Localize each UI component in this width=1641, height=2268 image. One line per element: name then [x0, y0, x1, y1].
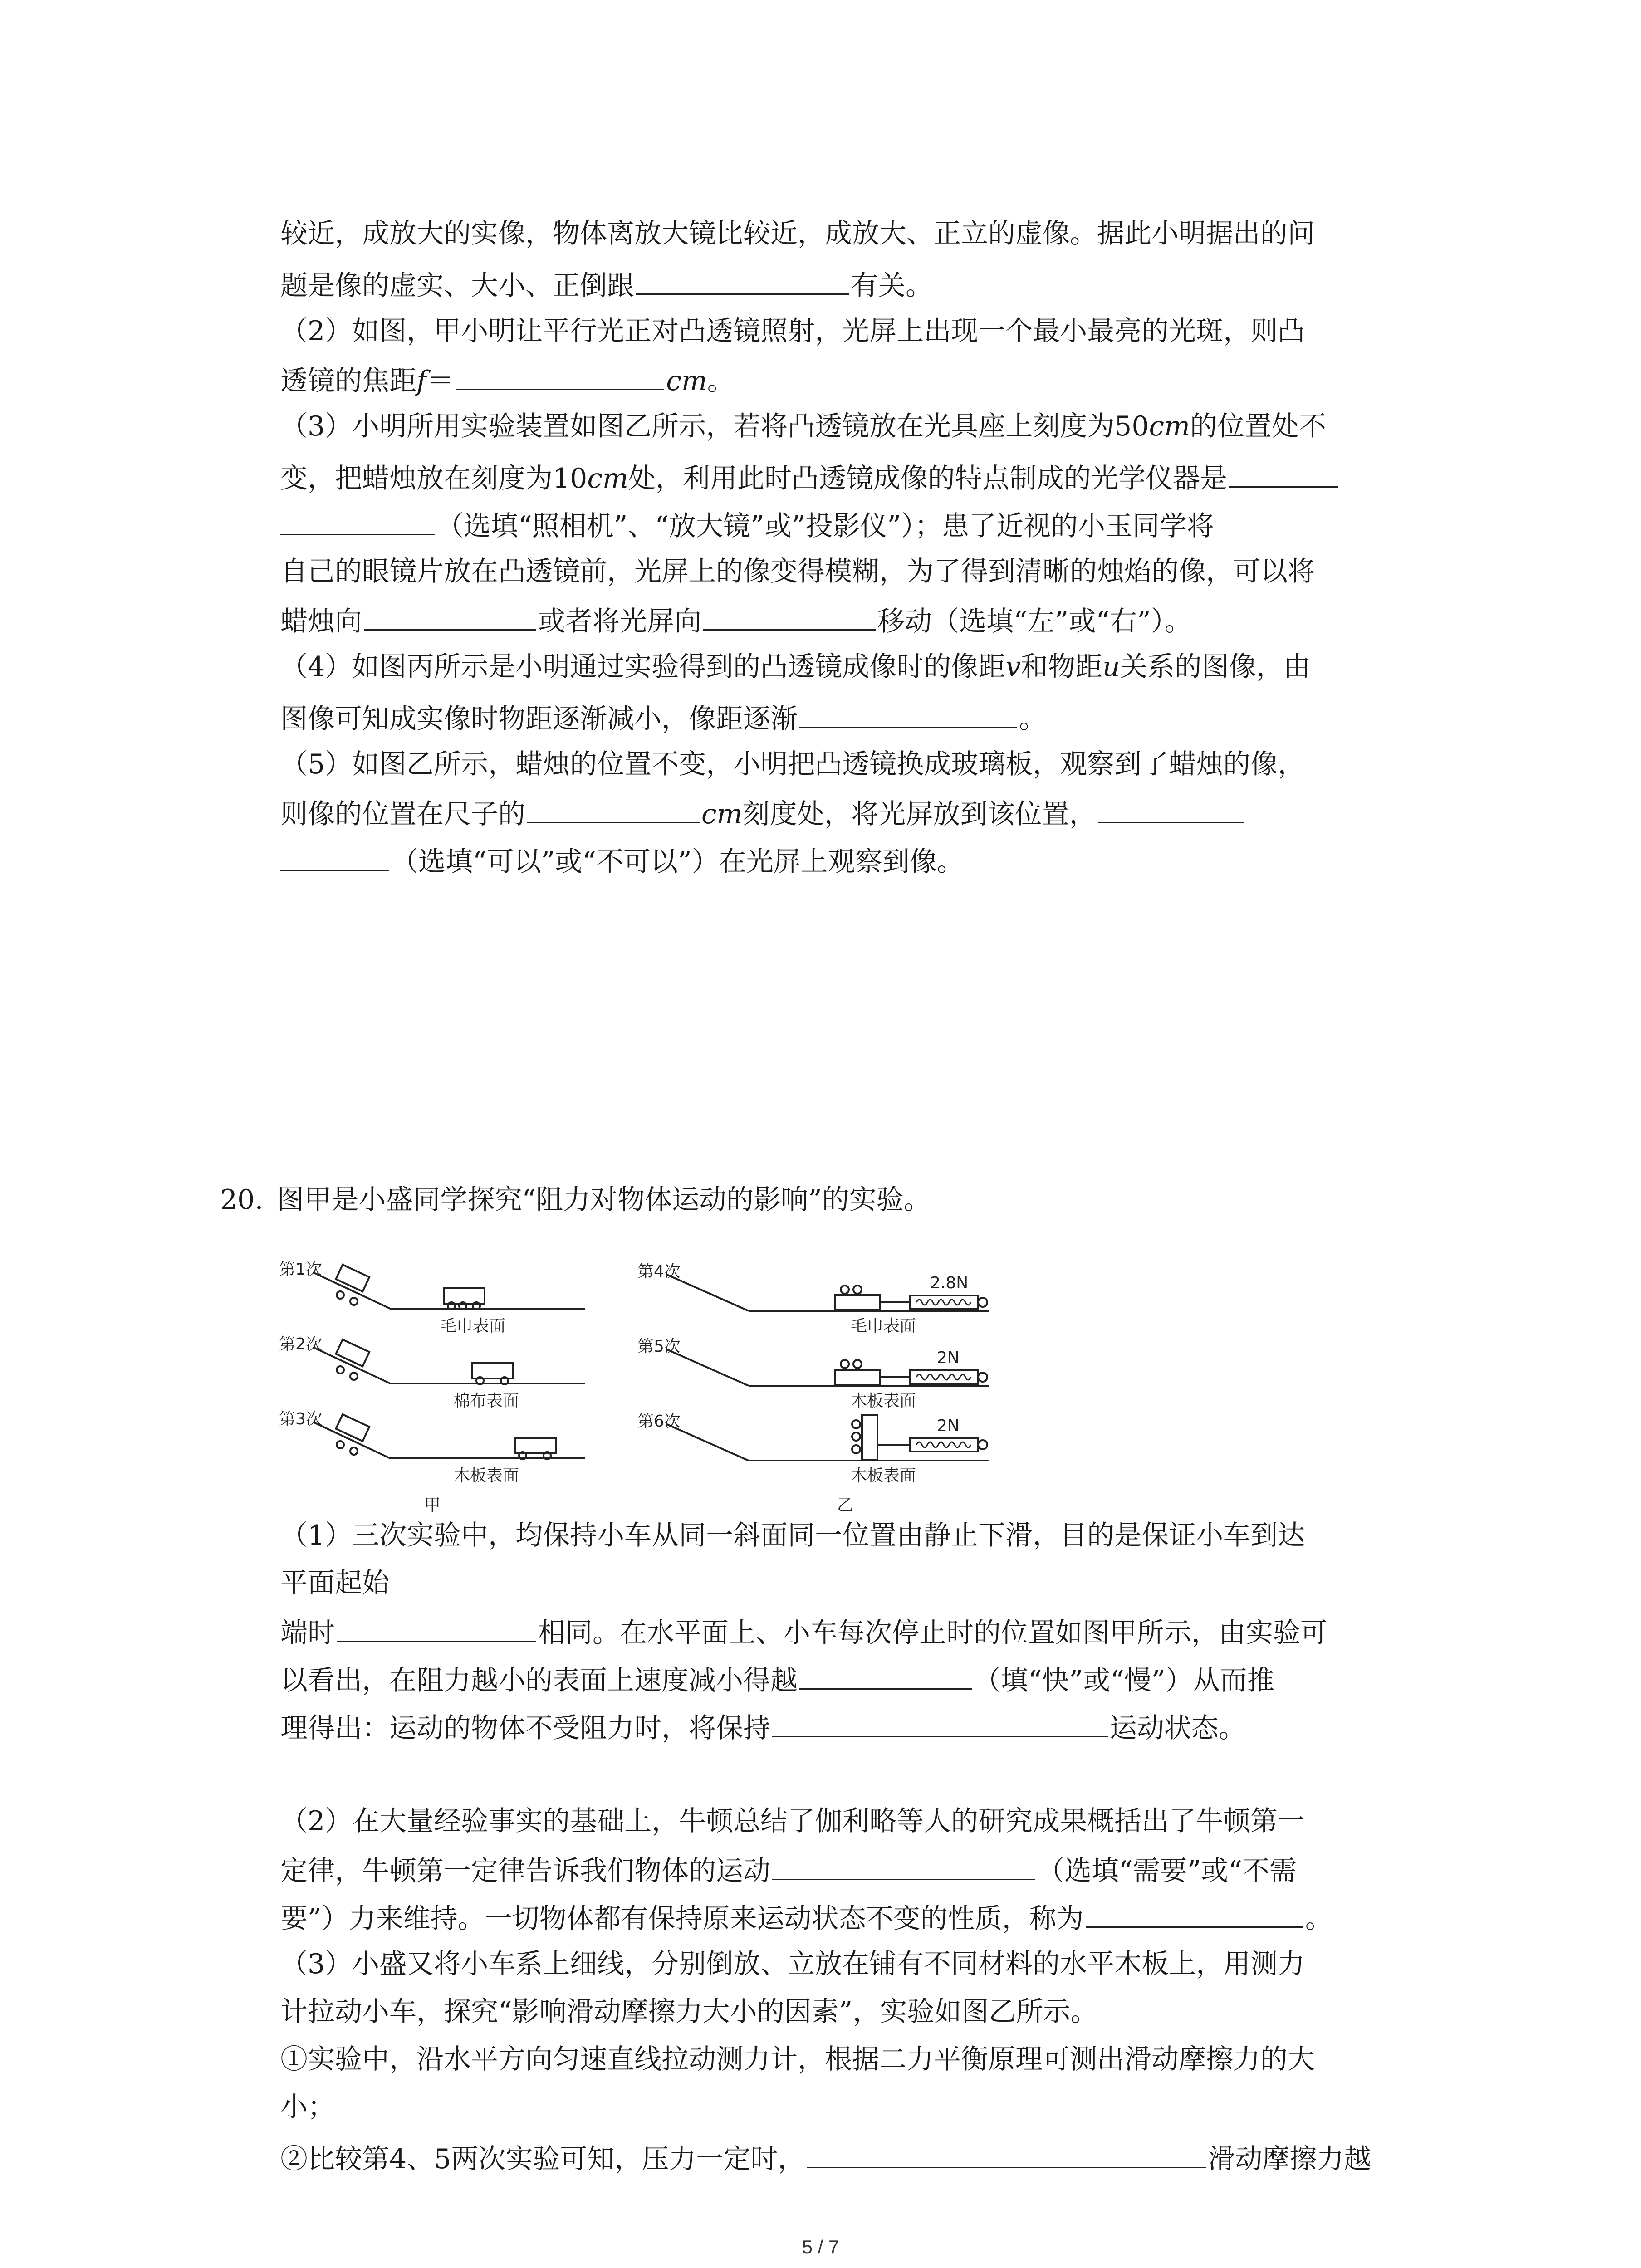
q20-line-1: （1）三次实验中，均保持小车从同一斜面同一位置由静止下滑，目的是保证小车到达 [280, 1520, 1305, 1551]
answer-blank[interactable] [337, 1613, 536, 1642]
trial-4-label: 第4次 [637, 1262, 681, 1281]
q20-line-13: ②比较第4、5两次实验可知，压力一定时， 滑动摩擦力越 [280, 2139, 1371, 2177]
q20-line-8: 要”）力来维持。一切物体都有保持原来运动状态不变的性质，称为 。 [280, 1898, 1332, 1937]
answer-blank[interactable] [799, 1660, 972, 1690]
q19-line-13: 则像的位置在尺子的 cm刻度处，将光屏放到该位置， [280, 794, 1245, 832]
q19-line-9: 蜡烛向 或者将光屏向 移动（选填“左”或“右”）。 [280, 601, 1192, 640]
answer-blank[interactable] [280, 506, 435, 535]
force-4-label: 2.8N [930, 1274, 969, 1292]
answer-blank[interactable] [1086, 1898, 1303, 1928]
surface-6-label: 木板表面 [851, 1466, 916, 1485]
q19-line-1: 较近，成放大的实像，物体离放大镜比较近，成放大、正立的虚像。据此小明据出的问 [280, 218, 1315, 249]
q19-line-10: （4）如图丙所示是小明通过实验得到的凸透镜成像时的像距v和物距u关系的图像，由 [280, 651, 1311, 683]
q20-line-7: 定律，牛顿第一定律告诉我们物体的运动 （选填“需要”或“不需 [280, 1851, 1297, 1889]
q19-line-3: （2）如图，甲小明让平行光正对凸透镜照射，光屏上出现一个最小最亮的光斑，则凸 [280, 315, 1305, 347]
surface-1-label: 毛巾表面 [440, 1317, 506, 1335]
page-number: 5 / 7 [802, 2236, 839, 2258]
q19-line-5: （3）小明所用实验装置如图乙所示，若将凸透镜放在光具座上刻度为50cm的位置处不 [280, 411, 1327, 442]
q19-line-11: 图像可知成实像时物距逐渐减小，像距逐渐 。 [280, 699, 1046, 737]
answer-blank[interactable] [456, 361, 664, 390]
answer-blank[interactable] [364, 601, 536, 631]
answer-blank[interactable] [1229, 458, 1338, 488]
q19-line-6: 变，把蜡烛放在刻度为10cm处，利用此时凸透镜成像的特点制成的光学仪器是 [280, 458, 1340, 497]
q20-title: 20. 图甲是小盛同学探究“阻力对物体运动的影响”的实验。 [220, 1184, 931, 1216]
q20-line-11: ①实验中，沿水平方向匀速直线拉动测力计，根据二力平衡原理可测出滑动摩擦力的大 [280, 2043, 1315, 2075]
q20-line-6: （2）在大量经验事实的基础上，牛顿总结了伽利略等人的研究成果概括出了牛顿第一 [280, 1805, 1305, 1837]
q20-line-5: 理得出：运动的物体不受阻力时，将保持 运动状态。 [280, 1708, 1246, 1746]
answer-blank[interactable] [772, 1851, 1035, 1880]
answer-blank[interactable] [527, 794, 700, 823]
trial-3-label: 第3次 [279, 1410, 322, 1428]
figure-label-yi: 乙 [837, 1496, 854, 1515]
trial-2-label: 第2次 [279, 1335, 322, 1354]
figure-label-jia: 甲 [424, 1496, 441, 1515]
trial-1-label: 第1次 [279, 1260, 322, 1279]
q20-line-10: 计拉动小车，探究“影响滑动摩擦力大小的因素”，实验如图乙所示。 [280, 1996, 1098, 2028]
trial-2-setup [313, 1339, 585, 1384]
q20-line-4: 以看出，在阻力越小的表面上速度减小得越 （填“快”或“慢”）从而推 [280, 1660, 1274, 1699]
q20-line-12: 小； [280, 2091, 335, 2123]
surface-3-label: 木板表面 [454, 1466, 519, 1485]
answer-blank[interactable] [280, 841, 389, 871]
answer-blank[interactable] [772, 1708, 1108, 1737]
q19-line-2: 题是像的虚实、大小、正倒跟 有关。 [280, 265, 933, 304]
q19-line-8: 自己的眼镜片放在凸透镜前，光屏上的像变得模糊，为了得到清晰的烛焰的像，可以将 [280, 556, 1315, 587]
q20-line-2: 平面起始 [280, 1567, 389, 1599]
trial-3-setup [313, 1414, 585, 1459]
trial-1-setup [313, 1265, 585, 1310]
answer-blank[interactable] [1098, 794, 1244, 823]
surface-5-label: 木板表面 [851, 1392, 916, 1410]
trial-5-label: 第5次 [637, 1337, 681, 1356]
q19-line-4: 透镜的焦距f＝ cm。 [280, 361, 735, 399]
trial-6-label: 第6次 [637, 1412, 681, 1431]
force-5-label: 2N [937, 1349, 960, 1367]
surface-4-label: 毛巾表面 [851, 1317, 916, 1335]
answer-blank[interactable] [799, 699, 1017, 728]
q19-line-14: （选填“可以”或“不可以”）在光屏上观察到像。 [280, 841, 964, 880]
q20-line-3: 端时 相同。在水平面上、小车每次停止时的位置如图甲所示，由实验可 [280, 1613, 1327, 1651]
surface-2-label: 棉布表面 [454, 1392, 519, 1410]
q19-line-7: （选填“照相机”、“放大镜”或”投影仪”）；患了近视的小玉同学将 [280, 506, 1214, 544]
q19-line-12: （5）如图乙所示，蜡烛的位置不变，小明把凸透镜换成玻璃板，观察到了蜡烛的像， [280, 748, 1305, 780]
answer-blank[interactable] [636, 265, 849, 295]
friction-experiment-figure [272, 1250, 1043, 1531]
q20-line-9: （3）小盛又将小车系上细线，分别倒放、立放在铺有不同材料的水平木板上，用测力 [280, 1948, 1305, 1980]
answer-blank[interactable] [703, 601, 876, 631]
answer-blank[interactable] [807, 2139, 1206, 2168]
force-6-label: 2N [937, 1417, 960, 1435]
